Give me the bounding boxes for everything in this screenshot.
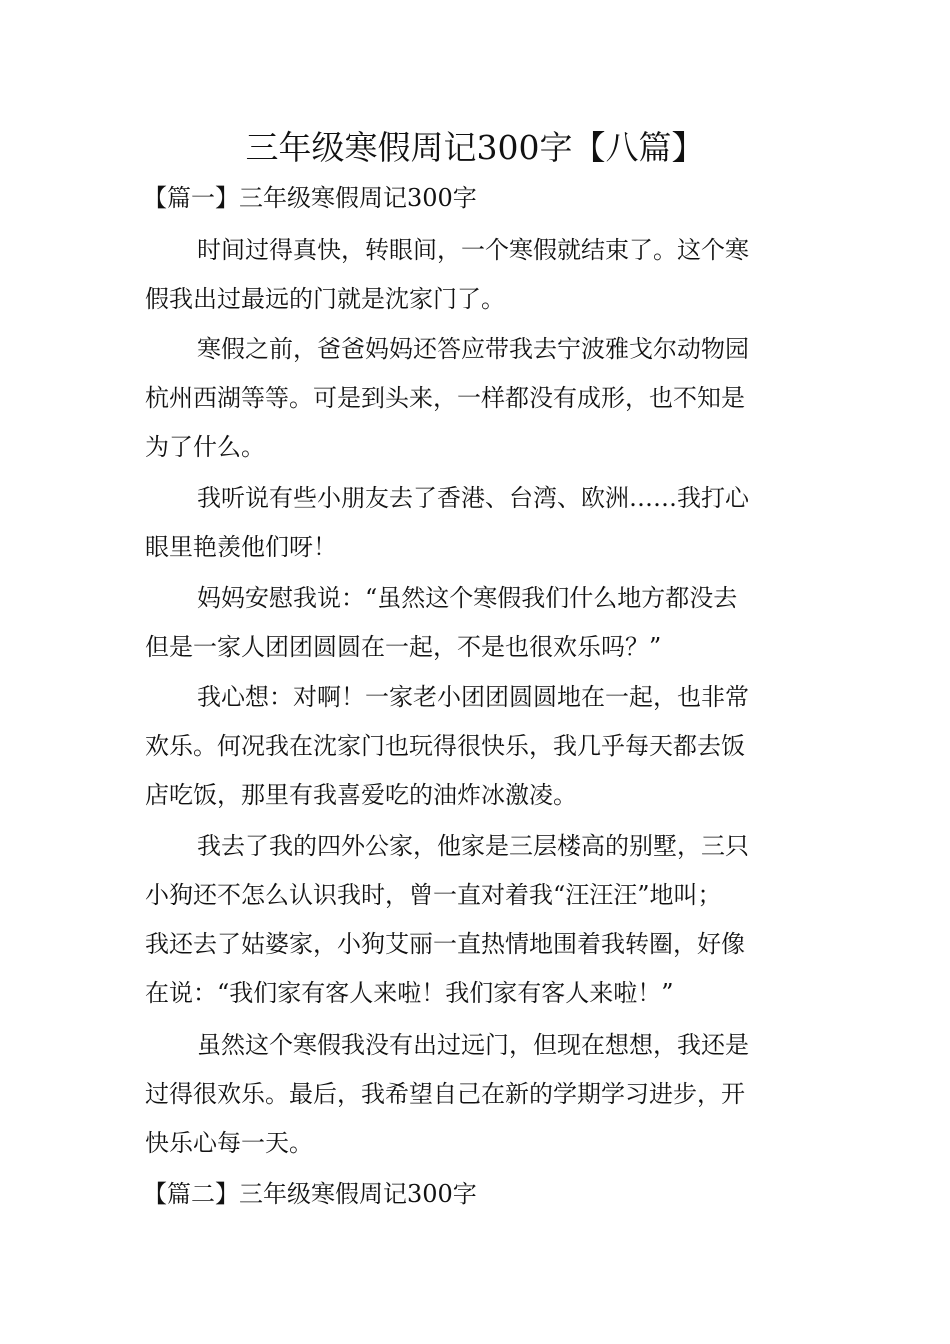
paragraph-2 — [145, 325, 805, 472]
paragraph-line: 妈妈安慰我说：“虽然这个寒假我们什么地方都没去 — [197, 584, 738, 612]
section-heading-1: 【篇一】三年级寒假周记300字 — [143, 184, 477, 212]
paragraph-line: 眼里艳羡他们呀！ — [145, 533, 337, 561]
paragraph-line: 我心想：对啊！一家老小团团圆圆地在一起，也非常 — [197, 683, 749, 711]
paragraph-line: 欢乐。何况我在沈家门也玩得很快乐，我几乎每天都去饭 — [145, 732, 745, 760]
paragraph-line: 快乐心每一天。 — [145, 1129, 313, 1157]
paragraph-line: 杭州西湖等等。可是到头来，一样都没有成形，也不知是 — [145, 384, 745, 412]
paragraph-line: 在说：“我们家有客人来啦！我们家有客人来啦！” — [145, 979, 674, 1007]
paragraph-line: 我还去了姑婆家，小狗艾丽一直热情地围着我转圈，好像 — [145, 930, 745, 958]
paragraph-line: 我去了我的四外公家，他家是三层楼高的别墅，三只 — [197, 832, 749, 860]
paragraph-5 — [145, 673, 805, 820]
paragraph-7 — [145, 1021, 805, 1168]
paragraph-line: 为了什么。 — [145, 433, 265, 461]
section-heading-2: 【篇二】三年级寒假周记300字 — [143, 1180, 477, 1208]
paragraph-line: 假我出过最远的门就是沈家门了。 — [145, 285, 505, 313]
paragraph-line: 店吃饭，那里有我喜爱吃的油炸冰激凌。 — [145, 781, 577, 809]
paragraph-line: 寒假之前，爸爸妈妈还答应带我去宁波雅戈尔动物园 — [197, 335, 749, 363]
paragraph-line: 虽然这个寒假我没有出过远门，但现在想想，我还是 — [197, 1031, 749, 1059]
paragraph-line: 我听说有些小朋友去了香港、台湾、欧洲……我打心 — [197, 484, 749, 512]
paragraph-line: 时间过得真快，转眼间，一个寒假就结束了。这个寒 — [197, 236, 749, 264]
paragraph-4 — [145, 574, 805, 672]
paragraph-line: 过得很欢乐。最后，我希望自己在新的学期学习进步，开 — [145, 1080, 745, 1108]
paragraph-3 — [145, 474, 805, 572]
paragraph-6 — [145, 822, 805, 1018]
document-title: 三年级寒假周记300字【八篇】 — [245, 128, 705, 167]
paragraph-line: 但是一家人团团圆圆在一起，不是也很欢乐吗？” — [145, 633, 662, 661]
paragraph-line: 小狗还不怎么认识我时，曾一直对着我“汪汪汪”地叫； — [145, 881, 722, 909]
paragraph-1 — [145, 226, 805, 324]
